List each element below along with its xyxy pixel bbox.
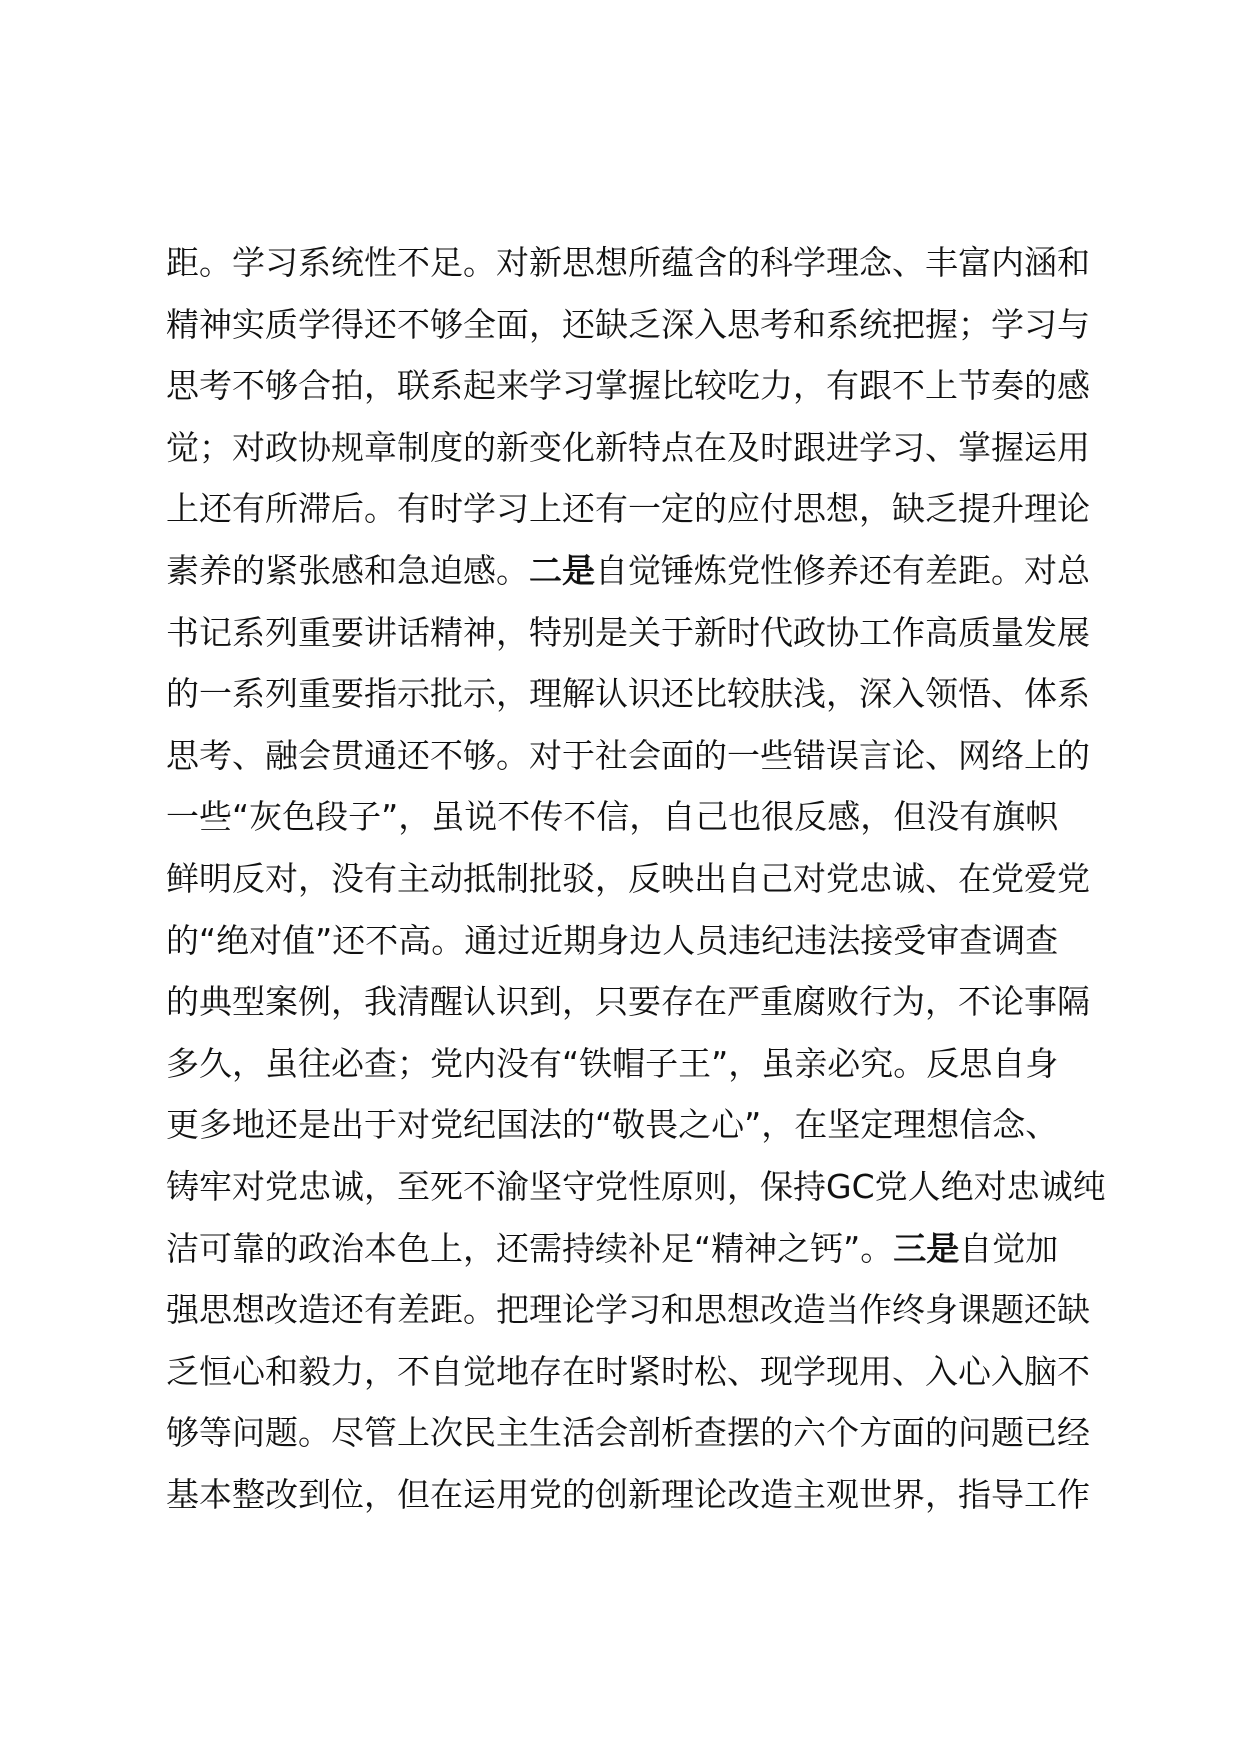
text-line: 思考不够合拍，联系起来学习掌握比较吃力，有跟不上节奏的感 [166, 366, 1090, 406]
text-line: 铸牢对党忠诚，至死不渝坚守党性原则，保持GC党人绝对忠诚纯 [166, 1166, 1106, 1206]
bold-marker: 二是 [529, 550, 595, 590]
text-line: 更多地还是出于对党纪国法的“敬畏之心”，在坚定理想信念、 [166, 1105, 1059, 1145]
text-line: 距。学习系统性不足。对新思想所蕴含的科学理念、丰富内涵和 [166, 243, 1090, 282]
text-line: 一些“灰色段子”，虽说不传不信，自己也很反感，但没有旗帜 [166, 797, 1059, 837]
text-line: 上还有所滞后。有时学习上还有一定的应付思想，缺乏提升理论 [166, 489, 1090, 529]
text-segment: 洁可靠的政治本色上，还需持续补足“精神之钙”。 [166, 1228, 894, 1268]
text-line: 多久，虽往必查；党内没有“铁帽子王”，虽亲必究。反思自身 [166, 1043, 1059, 1083]
text-line: 精神实质学得还不够全面，还缺乏深入思考和系统把握；学习与 [166, 304, 1090, 344]
text-line: 书记系列重要讲话精神，特别是关于新时代政协工作高质量发展 [166, 612, 1090, 652]
bold-marker: 三是 [893, 1228, 960, 1268]
text-segment: 自觉加 [959, 1228, 1059, 1268]
text-line: 鲜明反对，没有主动抵制批驳，反映出自己对党忠诚、在党爱党 [166, 858, 1090, 898]
text-line: 觉；对政协规章制度的新变化新特点在及时跟进学习、掌握运用 [166, 427, 1090, 467]
text-segment: 素养的紧张感和急迫感。 [166, 550, 529, 590]
text-line [166, 1218, 1116, 1280]
text-line: 乏恒心和毅力，不自觉地存在时紧时松、现学现用、入心入脑不 [166, 1351, 1090, 1391]
body-text [166, 232, 1116, 1525]
text-line: 的一系列重要指示批示，理解认识还比较肤浅，深入领悟、体系 [166, 674, 1090, 714]
text-line: 的典型案例，我清醒认识到，只要存在严重腐败行为，不论事隔 [166, 982, 1090, 1022]
text-line: 强思想改造还有差距。把理论学习和思想改造当作终身课题还缺 [166, 1290, 1090, 1330]
text-line: 够等问题。尽管上次民主生活会剖析查摆的六个方面的问题已经 [166, 1413, 1090, 1453]
text-line [166, 540, 1116, 602]
text-line: 思考、融会贯通还不够。对于社会面的一些错误言论、网络上的 [166, 735, 1090, 775]
text-line: 的“绝对值”还不高。通过近期身边人员违纪违法接受审查调查 [166, 920, 1059, 960]
text-line: 基本整改到位，但在运用党的创新理论改造主观世界，指导工作 [166, 1474, 1090, 1514]
text-segment: 自觉锤炼党性修养还有差距。对总 [595, 550, 1090, 590]
